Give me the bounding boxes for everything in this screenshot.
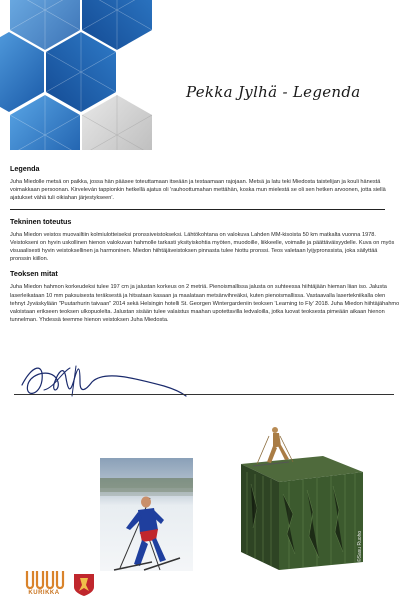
- hexagon-pattern: [0, 0, 190, 150]
- section-heading-mitat: Teoksen mitat: [10, 269, 58, 279]
- signature-line: [14, 394, 394, 395]
- signature: [14, 360, 189, 405]
- section-text-legenda: Juha Miedolle metsä on paikka, jossa hän pääsee toteuttamaan itseään ja testaamaan rajojaan. Metsä ja latu teki Miedosta taistelijan ja kouli hänestä voimakkaan persoonan. Kirveleván tappionkin hetkellä ajatus oli 'rauhoottumahan mettähän, koska mun mielestä se oli sen hetken arvoonen, jotta siellä ajatukset vähä tuli oikiahan järjestykseen'.: [10, 179, 386, 202]
- section-heading-tekninen: Tekninen toteutus: [10, 216, 72, 226]
- section-text-tekninen: Juha Miedon veistos muovailtiin kolmiulotteiseksi pronssiveistokseksi. Lähtökohtana on valokuva Lahden MM-kisoista 50 km matkalta vuonna 1978. Veistokseni on hyvin uskollinen hienon valokuvan hahmolle tarkasti yksityiskohtia myöten, muodoille, liikkeelle, voimalle ja päättäväisyydelle. Kuva on myös visuaalisesti hyvin veistoksellinen ja harmoninen. Miedon hiihtäjäveistoksen pinnasta tulee hiottu pronssi. Teos valetaan lyijypronssista, joka säilyttää pronssin kiillon.: [10, 231, 395, 263]
- section-text-mitat: Juha Miedon hahmon korkeudeksi tulee 197 cm ja jalustan korkeus on 2 metriä. Pienoismallissa jalusta on suhteessa hiihtäjään hieman liian iso. Jalusta laserleikataan 10 mm paksuisesta teräksestä ja hitsataan kasaan ja maalataan metsänvihreäksi, kuten pienoismallissa. Vastaavalla lasertekniikalla olen tehnyt Jyväskylään "Puutarhurin taivaan" 2014 sekä Helsingin hotelli St. Georgen Wintergardeniin teoksen 'Learning to Fly' 2018. Juha Miedon hiihtäjähahmo valoistaan erikseen teoksen ulkopuolelta. Jalustan sisään tulee valaistus maahan upotettavilla ledvaloilla, jotka luovat teoksesta pimeään aikaan hienon tunnelman. Yhdessä teemme hienon veistoksen Juha Miedosta.: [10, 284, 400, 324]
- skier-photo: [100, 458, 193, 571]
- divider: [10, 209, 385, 210]
- kurikka-logo-text: KURIKKA: [28, 590, 60, 596]
- emblem-icon: [73, 573, 95, 597]
- document-title: Pekka Jylhä - Legenda: [186, 83, 361, 101]
- photo-credit: ©Sasu Ruoho: [357, 530, 363, 562]
- sculpture-photo: [223, 424, 369, 572]
- document-body: [10, 164, 400, 330]
- section-heading-legenda: Legenda: [10, 164, 40, 173]
- skier-illustration: [100, 458, 193, 571]
- sculpture-illustration: [223, 424, 369, 572]
